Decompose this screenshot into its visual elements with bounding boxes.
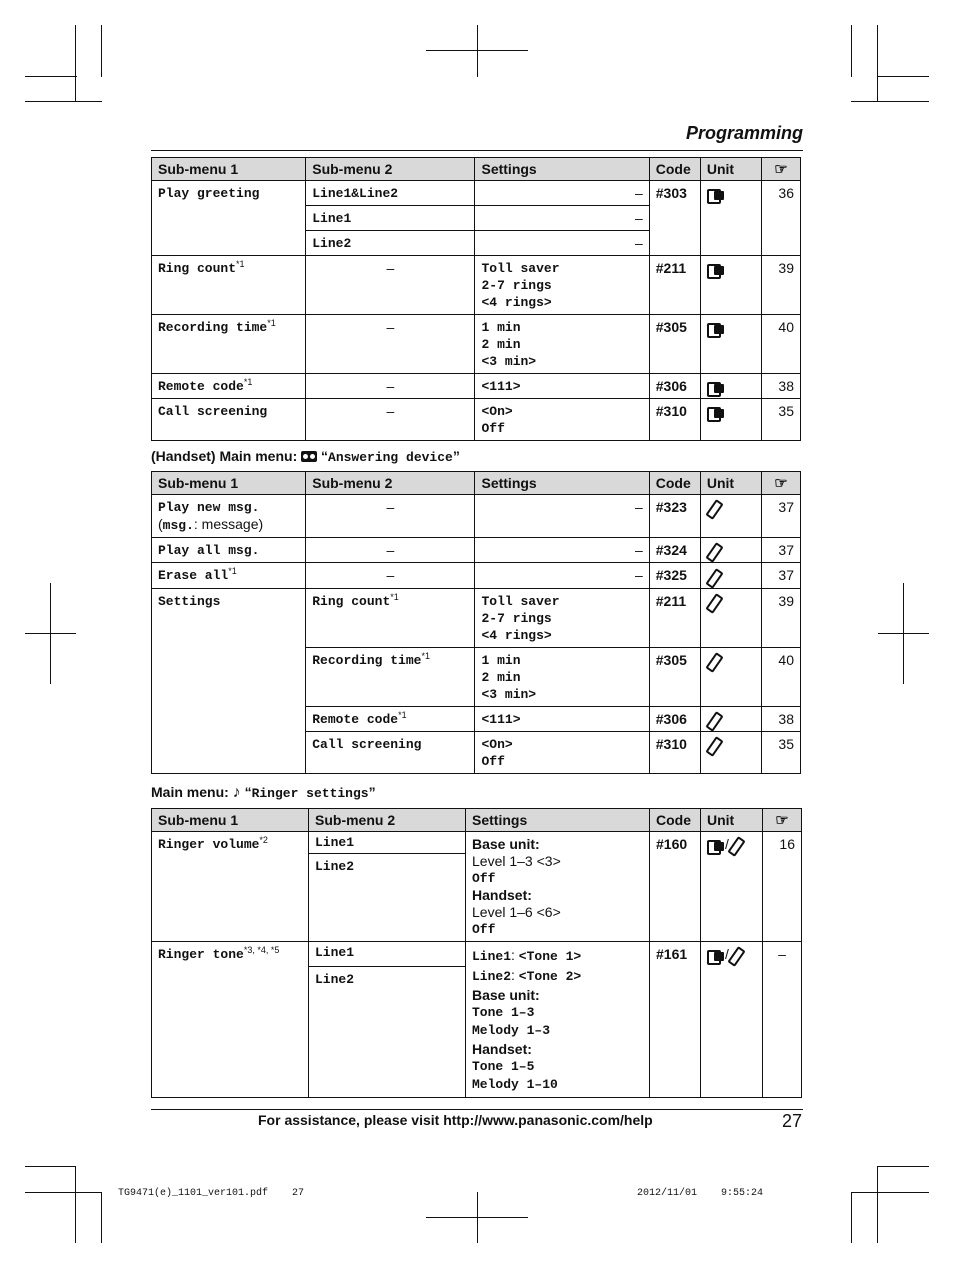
code-cell: #325 — [649, 563, 700, 588]
unit-cell — [700, 374, 761, 399]
crop-mark — [877, 1166, 929, 1167]
unit-cell — [700, 731, 761, 773]
table-row — [152, 588, 801, 647]
sub-menu-label: Ring count — [312, 593, 391, 609]
footnote-ref: *1 — [228, 566, 237, 577]
table-row — [152, 538, 801, 563]
crop-mark — [851, 1192, 852, 1243]
footnote-ref: *3, *4, *5 — [243, 945, 280, 955]
col-code: Code — [649, 158, 700, 181]
crop-mark — [903, 583, 904, 684]
table-row — [152, 315, 801, 374]
settings-cell: – — [475, 538, 649, 563]
sub-menu-label: Play new msg. — [158, 500, 260, 515]
settings-group-label: Handset: — [472, 1041, 532, 1057]
sub-menu-1-cell — [152, 832, 309, 942]
crop-mark — [25, 1192, 102, 1193]
option: Tone 1–5 — [472, 1059, 535, 1074]
sub-menu-2-cell: Line1&Line2 — [306, 181, 475, 206]
settings-cell: – — [475, 181, 649, 206]
crop-mark — [25, 76, 77, 77]
col-settings: Settings — [466, 809, 650, 832]
base-unit-icon — [707, 405, 725, 419]
unit-cell — [700, 647, 761, 706]
settings-cell: <111> — [475, 374, 649, 399]
code-cell: #211 — [649, 256, 700, 315]
col-settings: Settings — [475, 158, 649, 181]
table-row — [152, 563, 801, 588]
sub-menu-2-cell: Line2 — [306, 231, 475, 256]
col-unit: Unit — [700, 472, 761, 495]
sub-menu-label: Ring count — [158, 261, 237, 276]
settings-cell — [475, 647, 649, 706]
settings-cell — [466, 942, 650, 1098]
option-line: Line1: <Tone 1> — [472, 947, 582, 964]
handset-icon — [707, 712, 719, 728]
crop-mark — [851, 101, 929, 102]
sub-menu-2-cell: – — [306, 315, 475, 374]
unit-cell: / — [701, 942, 763, 1098]
sub-menu-label: Recording time — [158, 320, 268, 335]
sub-menu-label: Remote code — [312, 711, 399, 727]
page-cell: 37 — [761, 495, 800, 538]
unit-cell — [700, 495, 761, 538]
col-unit: Unit — [700, 158, 761, 181]
col-sub-menu-2: Sub-menu 2 — [309, 809, 466, 832]
table-row — [152, 495, 801, 538]
sub-menu-label: Recording time — [312, 652, 422, 668]
col-sub-menu-1: Sub-menu 1 — [152, 472, 306, 495]
settings-cell: <111> — [475, 706, 649, 731]
sub-menu-1-cell: Call screening — [152, 399, 306, 441]
option: Level 1–6 <6> — [472, 904, 561, 920]
base-unit-icon — [707, 948, 725, 962]
page-cell: 39 — [761, 256, 800, 315]
unit-cell: / — [701, 832, 763, 942]
page-cell: 40 — [761, 647, 800, 706]
handset-icon — [707, 543, 719, 559]
col-page — [761, 158, 800, 181]
option: Off — [481, 421, 505, 436]
book-pointing-hand-icon: ☞ — [774, 475, 788, 492]
sub-menu-1-cell — [152, 315, 306, 374]
unit-cell — [700, 399, 761, 441]
section-heading-ringer — [151, 784, 376, 801]
option: 1 min — [481, 652, 521, 668]
handset-icon — [707, 594, 719, 610]
option: Off — [472, 871, 496, 886]
sub-menu-2-cell: Line2 — [309, 854, 466, 942]
note-mono: msg. — [162, 518, 194, 533]
col-unit: Unit — [701, 809, 763, 832]
handset-icon — [729, 947, 741, 963]
crop-mark — [851, 25, 852, 77]
crop-mark — [75, 25, 76, 102]
footnote-ref: *1 — [398, 709, 407, 720]
sub-menu-1-cell — [152, 374, 306, 399]
code-cell: #211 — [649, 588, 700, 647]
table-header-row — [152, 809, 802, 832]
book-pointing-hand-icon: ☞ — [774, 161, 788, 178]
code-cell: #306 — [649, 374, 700, 399]
unit-cell — [700, 181, 761, 256]
base-unit-icon — [707, 838, 725, 852]
settings-cell — [466, 832, 650, 942]
footnote-ref: *1 — [243, 377, 253, 387]
col-code: Code — [649, 472, 700, 495]
unit-cell — [700, 538, 761, 563]
menu-name: Answering device — [328, 450, 453, 465]
print-file-info: TG9471(e)_1101_ver101.pdf 27 — [118, 1188, 305, 1199]
sub-menu-2-cell: Line1 — [309, 832, 466, 854]
option-default: <4 rings> — [481, 627, 552, 643]
unit-cell — [700, 256, 761, 315]
crop-mark — [477, 25, 478, 77]
crop-mark — [75, 1166, 76, 1243]
code-cell: #305 — [649, 315, 700, 374]
crop-mark — [25, 101, 102, 102]
footnote-ref: *2 — [259, 835, 268, 845]
option-default: <Tone 2> — [518, 969, 582, 984]
section-heading-answering — [151, 448, 460, 465]
table-row — [152, 832, 802, 854]
code-cell: #303 — [649, 181, 700, 256]
option: 2 min — [481, 337, 521, 352]
base-unit-icon — [707, 187, 725, 201]
col-page — [761, 472, 800, 495]
settings-cell — [475, 315, 649, 374]
page-cell: 35 — [761, 731, 800, 773]
sub-menu-1-cell — [152, 256, 306, 315]
sub-menu-label: Erase all — [158, 568, 229, 584]
base-unit-icon — [707, 380, 725, 394]
col-page — [763, 809, 802, 832]
sub-menu-2-cell: – — [306, 256, 475, 315]
handset-icon — [707, 653, 719, 669]
option: 2 min — [481, 669, 521, 685]
option-default: <3 min> — [481, 354, 537, 369]
unit-cell — [700, 588, 761, 647]
settings-group-label: Base unit: — [472, 987, 540, 1003]
col-settings: Settings — [475, 472, 649, 495]
unit-cell — [700, 563, 761, 588]
code-cell: #310 — [649, 399, 700, 441]
page-cell: 16 — [763, 832, 802, 942]
sub-menu-2-cell — [306, 647, 475, 706]
table-row — [152, 374, 801, 399]
line-label: Line2 — [472, 969, 512, 984]
page-cell: 36 — [761, 181, 800, 256]
crop-mark — [851, 1192, 929, 1193]
print-timestamp: 2012/11/01 9:55:24 — [637, 1188, 764, 1199]
option: Melody 1–3 — [472, 1023, 551, 1038]
crop-mark — [101, 1192, 102, 1243]
note-text: : message) — [193, 516, 264, 532]
table-row — [152, 942, 802, 967]
crop-mark — [877, 25, 878, 102]
option-default: <Tone 1> — [518, 949, 582, 964]
sub-menu-2-cell: – — [306, 563, 475, 588]
code-cell: #306 — [649, 706, 700, 731]
page-cell: 37 — [761, 538, 800, 563]
section-prefix: Main menu: — [151, 784, 229, 800]
option-default: <3 min> — [481, 686, 537, 702]
sub-menu-1-cell — [152, 495, 306, 538]
sub-menu-2-cell: – — [306, 538, 475, 563]
settings-cell — [475, 399, 649, 441]
table-row — [152, 399, 801, 441]
base-unit-icon — [707, 262, 725, 276]
handset-icon — [707, 500, 719, 516]
sub-menu-2-cell: Line2 — [309, 966, 466, 1098]
option-line: Line2: <Tone 2> — [472, 967, 582, 984]
section-menu-name: “Answering device” — [321, 448, 460, 465]
greeting-settings-table — [151, 157, 801, 441]
table-header-row — [152, 158, 801, 181]
sub-menu-note: (msg.: message) — [158, 516, 264, 533]
base-unit-icon — [707, 321, 725, 335]
settings-cell — [475, 256, 649, 315]
option: Tone 1–3 — [472, 1005, 535, 1020]
option: Off — [472, 922, 496, 937]
option: Off — [481, 753, 505, 769]
option-default: <4 rings> — [481, 295, 552, 310]
page-title: Programming — [686, 123, 804, 143]
header-rule — [151, 150, 803, 151]
settings-cell — [475, 588, 649, 647]
settings-group-label: Handset: — [472, 887, 532, 903]
table-header-row — [152, 472, 801, 495]
page-cell: 39 — [761, 588, 800, 647]
section-menu-name: “Ringer settings” — [244, 784, 376, 801]
option: 2-7 rings — [481, 610, 552, 626]
code-cell: #323 — [649, 495, 700, 538]
handset-icon — [707, 737, 719, 753]
settings-cell: – — [475, 231, 649, 256]
code-cell: #310 — [649, 731, 700, 773]
sub-menu-label: Remote code — [158, 379, 244, 394]
footer-rule — [151, 1109, 803, 1110]
line-label: Line1 — [472, 949, 512, 964]
sub-menu-label: Ringer tone — [158, 947, 244, 962]
code-cell: #161 — [650, 942, 701, 1098]
sub-menu-2-cell: Call screening — [306, 731, 475, 773]
crop-mark — [25, 1166, 76, 1167]
sub-menu-2-cell — [306, 706, 475, 731]
sub-menu-2-cell: Line1 — [306, 206, 475, 231]
option-default: <On> — [481, 736, 513, 752]
footnote-ref: *1 — [267, 318, 276, 328]
unit-cell — [700, 315, 761, 374]
page-cell: 35 — [761, 399, 800, 441]
footnote-ref: *1 — [390, 591, 399, 602]
option: Melody 1–10 — [472, 1077, 558, 1092]
crop-mark — [50, 583, 51, 684]
crop-mark — [877, 1166, 878, 1243]
sub-menu-2-cell: – — [306, 495, 475, 538]
page-cell: 38 — [761, 706, 800, 731]
answering-device-table — [151, 471, 801, 774]
option-default: <On> — [481, 404, 513, 419]
table-row — [152, 181, 801, 206]
page-number: 27 — [782, 1111, 803, 1131]
option: 2-7 rings — [481, 278, 552, 293]
sub-menu-2-cell — [306, 588, 475, 647]
ringer-settings-table — [151, 808, 802, 1098]
sub-menu-2-cell: Line1 — [309, 942, 466, 967]
col-sub-menu-1: Sub-menu 1 — [152, 809, 309, 832]
footnote-ref: *1 — [236, 259, 245, 269]
unit-cell — [700, 706, 761, 731]
settings-cell: – — [475, 206, 649, 231]
settings-cell — [475, 731, 649, 773]
col-sub-menu-2: Sub-menu 2 — [306, 158, 475, 181]
crop-mark — [477, 1192, 478, 1243]
music-note-icon: ♪ — [232, 784, 241, 801]
settings-group-label: Base unit: — [472, 836, 540, 852]
sub-menu-2-cell: – — [306, 374, 475, 399]
handset-icon — [729, 837, 741, 853]
page-cell: 38 — [761, 374, 800, 399]
sub-menu-1-cell — [152, 563, 306, 588]
col-code: Code — [650, 809, 701, 832]
section-prefix: (Handset) Main menu: — [151, 448, 298, 464]
sub-menu-1-cell: Play greeting — [152, 181, 306, 256]
option: Toll saver — [481, 593, 560, 609]
handset-icon — [707, 569, 719, 585]
col-sub-menu-2: Sub-menu 2 — [306, 472, 475, 495]
col-sub-menu-1: Sub-menu 1 — [152, 158, 306, 181]
footnote-ref: *1 — [421, 650, 430, 661]
code-cell: #160 — [650, 832, 701, 942]
table-row — [152, 256, 801, 315]
settings-cell: – — [475, 563, 649, 588]
footer-help-text: For assistance, please visit http://www.panasonic.com/help — [258, 1112, 653, 1128]
page-cell: 40 — [761, 315, 800, 374]
option: 1 min — [481, 320, 521, 335]
answering-device-icon — [301, 451, 317, 462]
option: Level 1–3 <3> — [472, 853, 561, 869]
page-cell: – — [763, 942, 802, 1098]
sub-menu-1-cell: Play all msg. — [152, 538, 306, 563]
sub-menu-1-cell — [152, 942, 309, 1098]
option: Toll saver — [481, 261, 560, 276]
menu-name: Ringer settings — [251, 786, 369, 801]
code-cell: #324 — [649, 538, 700, 563]
code-cell: #305 — [649, 647, 700, 706]
settings-cell: – — [475, 495, 649, 538]
sub-menu-1-cell: Settings — [152, 588, 306, 773]
sub-menu-2-cell: – — [306, 399, 475, 441]
page-cell: 37 — [761, 563, 800, 588]
crop-mark — [101, 25, 102, 77]
sub-menu-label: Ringer volume — [158, 837, 260, 852]
crop-mark — [877, 76, 929, 77]
book-pointing-hand-icon: ☞ — [775, 812, 789, 829]
